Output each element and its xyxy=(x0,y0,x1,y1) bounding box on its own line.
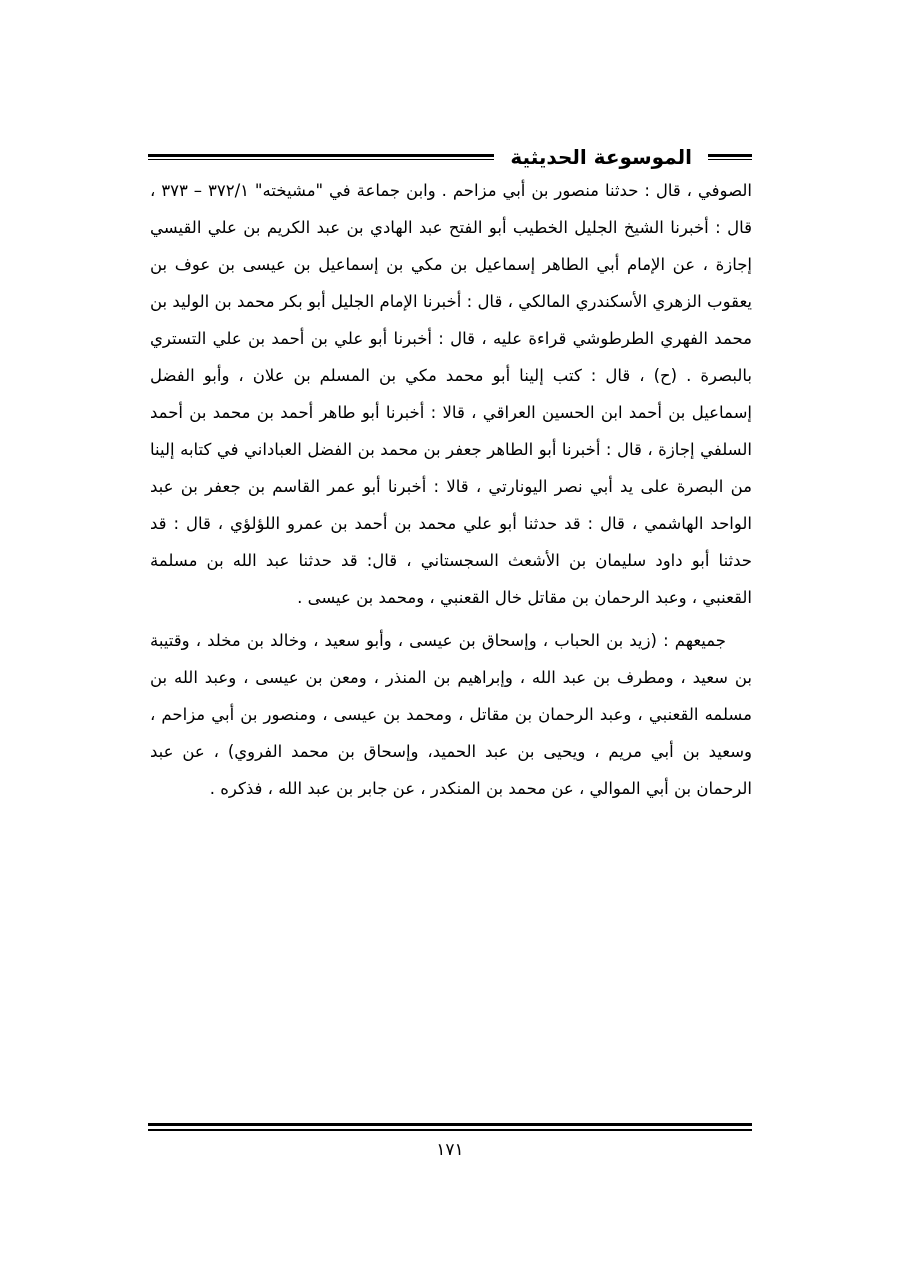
paragraph-isnad: الصوفي ، قال : حدثنا منصور بن أبي مزاحم . وابن جماعة في "مشيخته" ٣٧٢/١ – ٣٧٣ ، قال : أخبرنا الشيخ الجليل الخطيب أبو الفتح عبد الهادي بن عبد الكريم بن علي القيسي إجازة ، عن الإمام أبي الطاهر إسماعيل بن مكي بن إسماعيل بن عيسى بن عوف بن يعقوب الزهري الأسكندري المالكي ، قال : أخبرنا الإمام الجليل أبو بكر محمد بن الوليد بن محمد الفهري الطرطوشي قراءة عليه ، قال : أخبرنا أبو علي بن أحمد بن علي التستري بالبصرة . (ح) ، قال : كتب إلينا أبو محمد مكي بن المسلم بن علان ، وأبو الفضل إسماعيل بن أحمد ابن الحسين العراقي ، قالا : أخبرنا أبو طاهر أحمد بن محمد بن أحمد السلفي إجازة ، قال : أخبرنا أبو الطاهر جعفر بن محمد بن الفضل العباداني في كتابه إلينا من البصرة على يد أبي نصر اليونارتي ، قالا : أخبرنا أبو عمر القاسم بن جعفر بن عبد الواحد الهاشمي ، قال : قد حدثنا أبو علي محمد بن أحمد بن عمرو اللؤلؤي ، قال : قد حدثنا أبو داود سليمان بن الأشعث السجستاني ، قال: قد حدثنا عبد الله بن مسلمة القعنبي ، وعبد الرحمان بن مقاتل خال القعنبي ، ومحمد بن عيسى . xyxy=(150,181,753,607)
paragraph-narrators: جميعهم : (زيد بن الحباب ، وإسحاق بن عيسى ، وأبو سعيد ، وخالد بن مخلد ، وقتيبة بن سعيد ، ومطرف بن عبد الله ، وإبراهيم بن المنذر ، ومعن بن عيسى ، وعبد الله بن مسلمه القعنبي ، وعبد الرحمان بن مقاتل ، ومحمد بن عيسى ، ومنصور بن أبي مزاحم ، وسعيد بن أبي مريم ، ويحيى بن عبد الحميد، وإسحاق بن محمد الفروي) ، عن عبد الرحمان بن أبي الموالي ، عن محمد بن المنكدر ، عن جابر بن عبد الله ، فذكره . xyxy=(150,631,752,798)
page-title: الموسوعة الحديثية xyxy=(510,145,692,169)
page-number: ١٧١ xyxy=(436,1140,464,1160)
page-header xyxy=(148,140,752,174)
page-body xyxy=(150,172,752,807)
footer-rule xyxy=(148,1123,752,1131)
header-rule-left xyxy=(148,154,494,160)
header-rule-right xyxy=(708,154,752,160)
